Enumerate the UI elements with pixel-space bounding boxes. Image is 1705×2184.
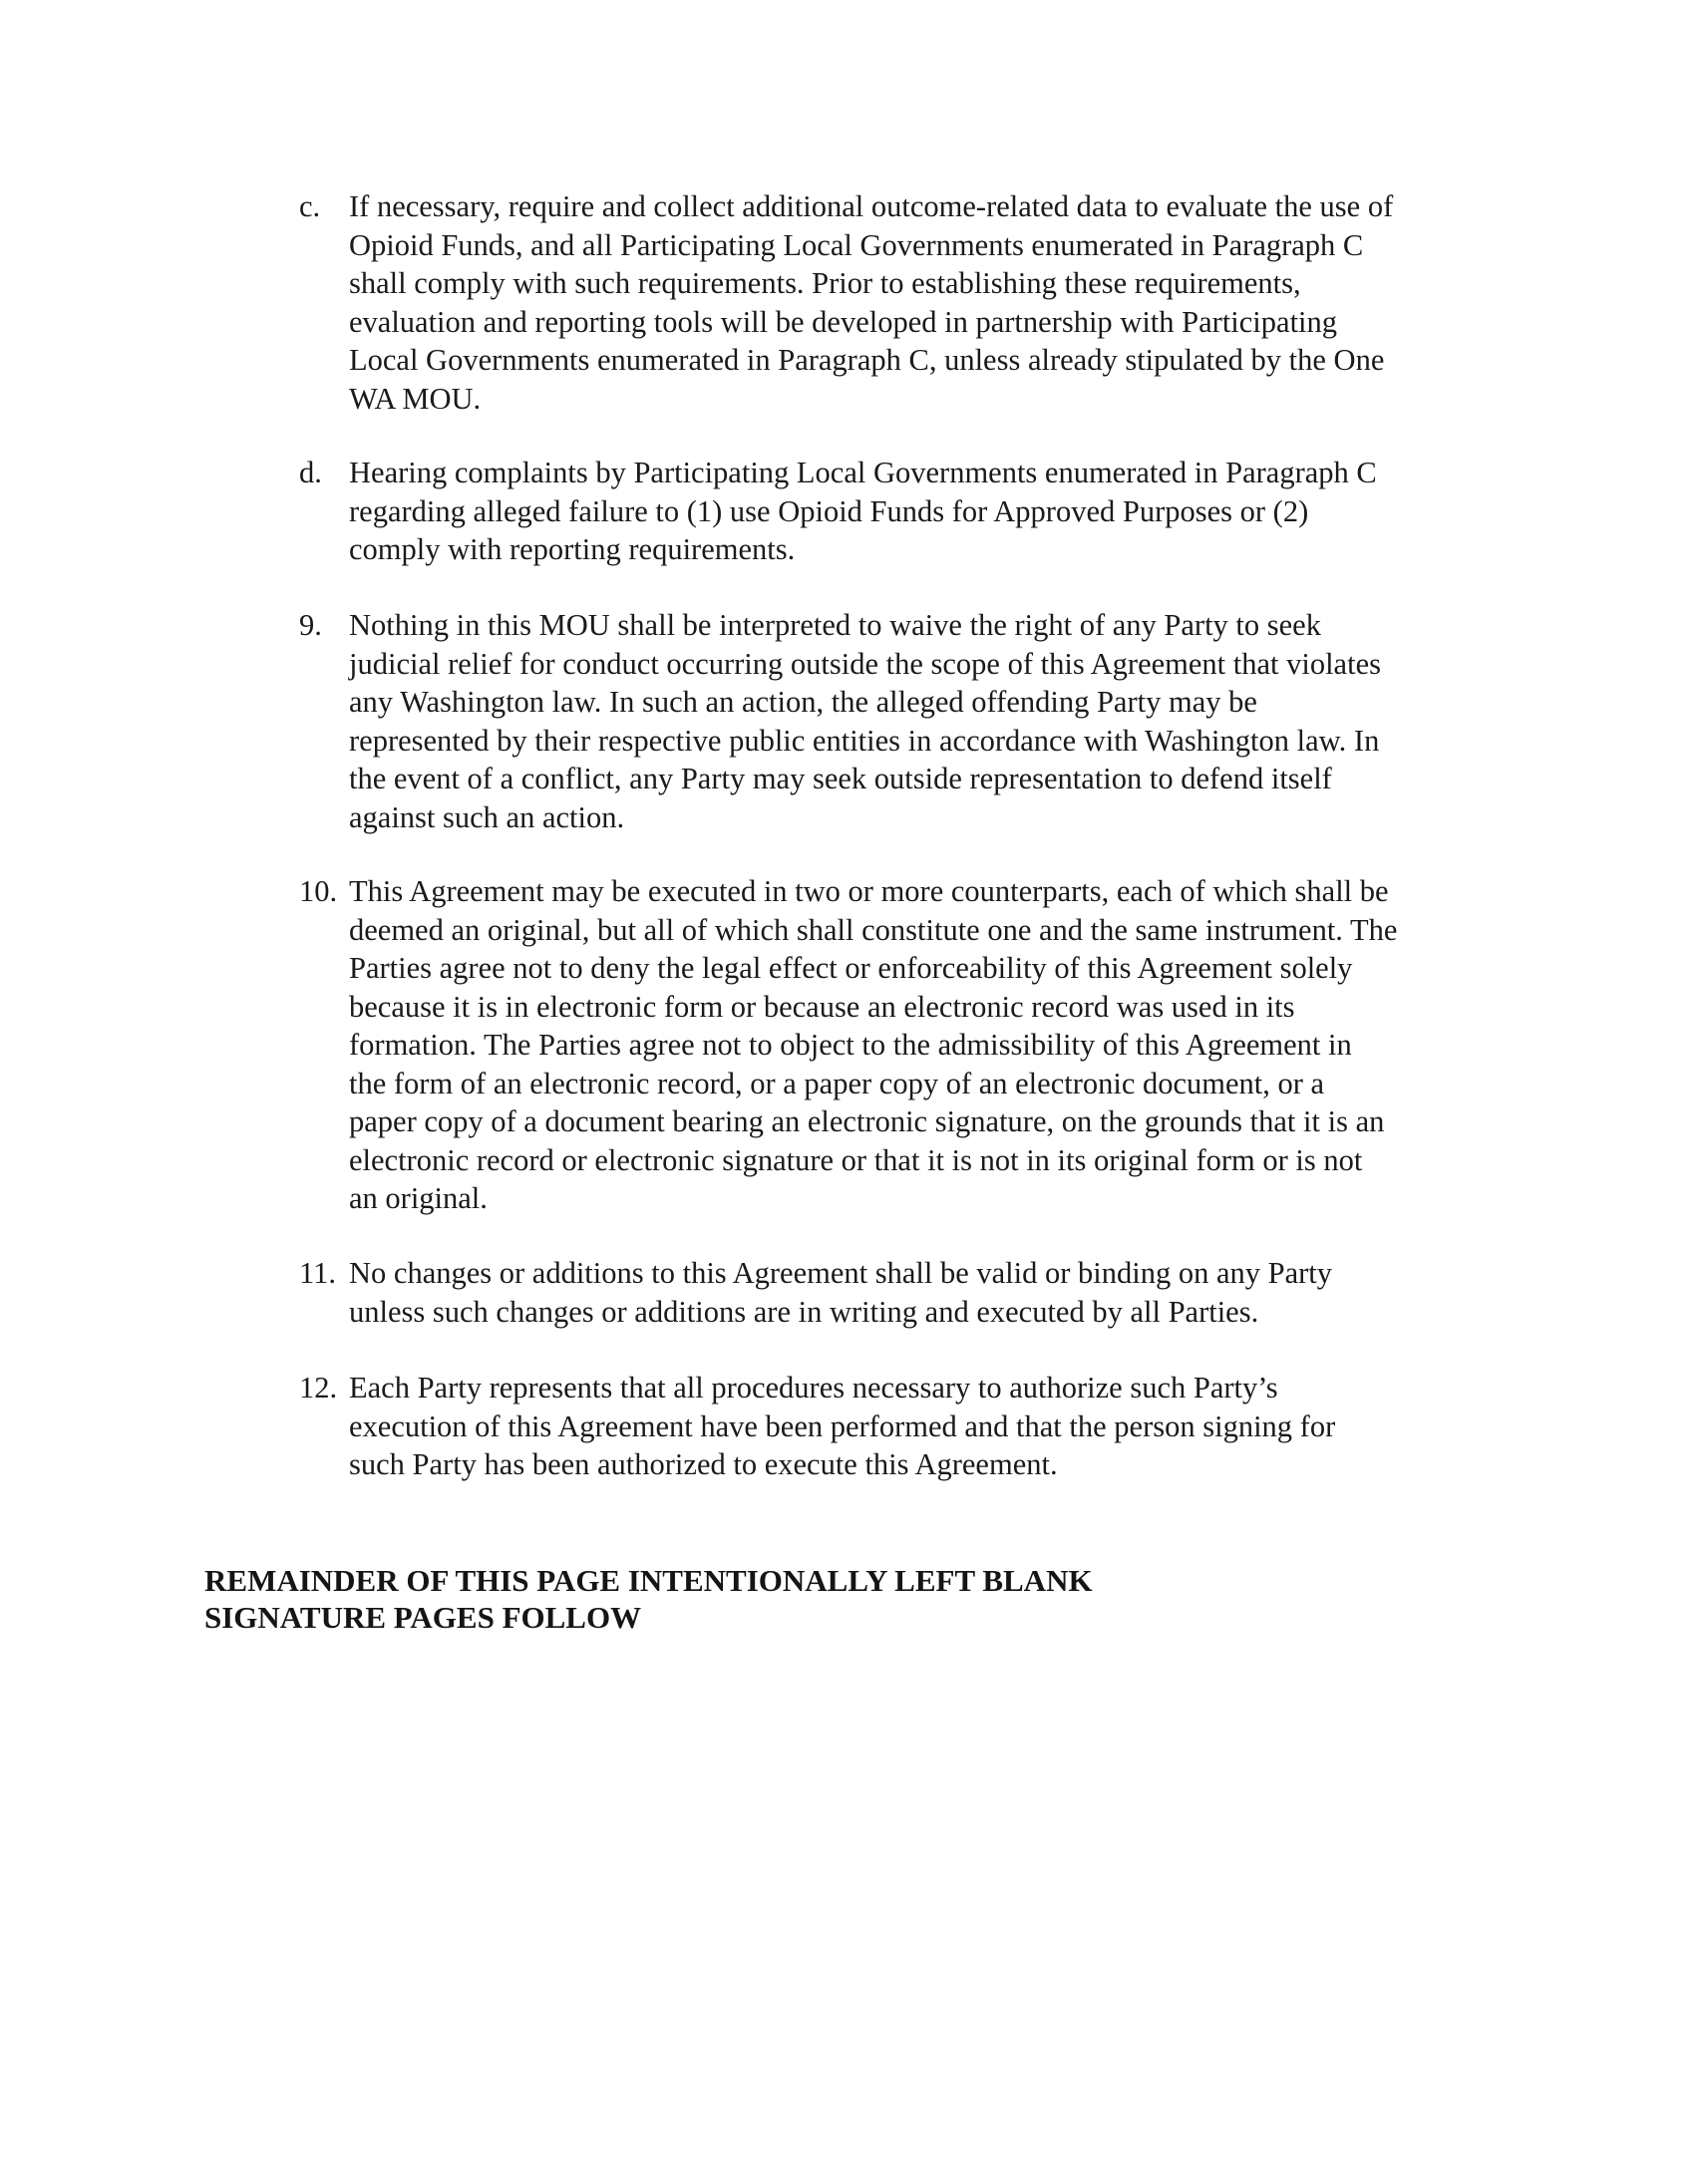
text-line: any Washington law. In such an action, the alleged offending Party may be: [349, 685, 1257, 719]
text-line: formation. The Parties agree not to object to the admissibility of this Agreement in: [349, 1028, 1352, 1062]
list-marker: 12.: [299, 1371, 338, 1404]
list-item-text: [349, 454, 1526, 569]
text-line: Each Party represents that all procedures necessary to authorize such Party’s: [349, 1371, 1278, 1404]
text-line: electronic record or electronic signature or that it is not in its original form or is not: [349, 1142, 1363, 1177]
list-item-12: [299, 1369, 1526, 1484]
text-line: the form of an electronic record, or a paper copy of an electronic document, or a: [349, 1066, 1325, 1100]
list-item-d: [299, 454, 1526, 569]
list-item-c: [299, 187, 1526, 418]
text-line: Nothing in this MOU shall be interpreted to waive the right of any Party to seek: [349, 608, 1321, 642]
list-marker: 10.: [299, 874, 338, 908]
list-marker: d.: [299, 456, 322, 489]
text-line: evaluation and reporting tools will be developed in partnership with Participating: [349, 304, 1338, 339]
text-line: represented by their respective public entities in accordance with Washington law. In: [349, 723, 1380, 758]
text-line: deemed an original, but all of which shall constitute one and the same instrument. The: [349, 912, 1398, 947]
list-marker: 11.: [299, 1256, 336, 1290]
text-line: Hearing complaints by Participating Local Governments enumerated in Paragraph C: [349, 456, 1377, 489]
list-marker: c.: [299, 189, 321, 223]
list-marker: 9.: [299, 608, 322, 642]
text-line: regarding alleged failure to (1) use Opioid Funds for Approved Purposes or (2): [349, 493, 1309, 528]
text-line: shall comply with such requirements. Prior to establishing these requirements,: [349, 266, 1301, 300]
text-line: execution of this Agreement have been performed and that the person signing for: [349, 1408, 1336, 1443]
text-line: Parties agree not to deny the legal effect or enforceability of this Agreement solely: [349, 951, 1353, 985]
text-line: the event of a conflict, any Party may seek outside representation to defend itself: [349, 762, 1332, 795]
text-line: such Party has been authorized to execute this Agreement.: [349, 1447, 1058, 1481]
signature-pages-notice: SIGNATURE PAGES FOLLOW: [204, 1600, 642, 1635]
list-item-text: [349, 606, 1526, 836]
text-line: This Agreement may be executed in two or more counterparts, each of which shall be: [349, 874, 1389, 908]
list-item-text: [349, 1369, 1526, 1484]
text-line: because it is in electronic form or because an electronic record was used in its: [349, 989, 1295, 1024]
text-line: against such an action.: [349, 799, 625, 834]
list-item-9: [299, 606, 1526, 836]
text-line: paper copy of a document bearing an electronic signature, on the grounds that it is an: [349, 1104, 1385, 1138]
remainder-blank-notice: REMAINDER OF THIS PAGE INTENTIONALLY LEFT BLANK: [204, 1563, 1093, 1598]
list-item-text: [349, 872, 1526, 1218]
list-item-10: [299, 872, 1526, 1218]
text-line: No changes or additions to this Agreement shall be valid or binding on any Party: [349, 1256, 1332, 1290]
text-line: comply with reporting requirements.: [349, 532, 796, 566]
text-line: judicial relief for conduct occurring outside the scope of this Agreement that violates: [349, 646, 1381, 681]
text-line: Opioid Funds, and all Participating Local Governments enumerated in Paragraph C: [349, 227, 1364, 262]
text-line: unless such changes or additions are in writing and executed by all Parties.: [349, 1294, 1259, 1329]
text-line: Local Governments enumerated in Paragraph C, unless already stipulated by the One: [349, 343, 1385, 377]
list-item-11: [299, 1254, 1526, 1331]
text-line: If necessary, require and collect additional outcome-related data to evaluate the use of: [349, 189, 1394, 223]
text-line: an original.: [349, 1181, 488, 1215]
list-item-text: [349, 187, 1526, 418]
page-footer-notice: [204, 1562, 1093, 1636]
list-item-text: [349, 1254, 1526, 1331]
text-line: WA MOU.: [349, 381, 482, 416]
